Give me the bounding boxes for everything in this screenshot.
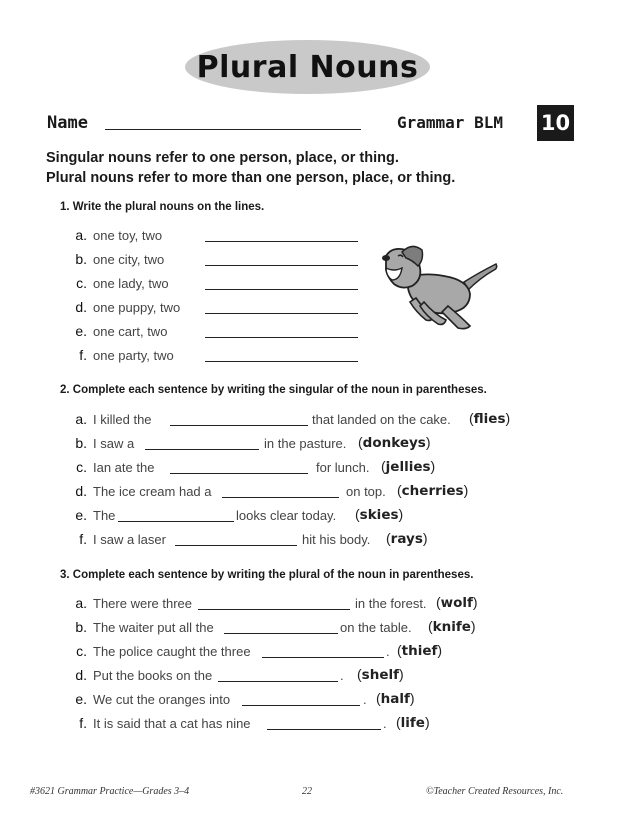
section2-heading: 2. Complete each sentence by writing the singular of the noun in parentheses. <box>60 384 487 396</box>
item-letter: f. <box>79 347 87 363</box>
page-title: Plural Nouns <box>196 49 419 85</box>
hint-word-text: skies <box>359 507 399 523</box>
sentence-start: I saw a laser <box>93 532 166 547</box>
answer-blank[interactable] <box>118 521 234 522</box>
item-letter: c. <box>76 643 87 659</box>
sentence-start: Put the books on the <box>93 668 213 683</box>
item-letter: c. <box>76 275 87 291</box>
footer-copyright: ©Teacher Created Resources, Inc. <box>426 786 564 797</box>
answer-blank[interactable] <box>205 313 358 314</box>
item-letter: c. <box>76 459 87 475</box>
sentence-start: I saw a <box>93 436 135 451</box>
answer-blank[interactable] <box>262 657 384 658</box>
sentence-end: in the pasture. <box>264 436 347 451</box>
answer-blank[interactable] <box>224 633 338 634</box>
sentence-end: . <box>386 644 390 659</box>
answer-blank[interactable] <box>205 337 358 338</box>
item-prompt: one lady, two <box>93 276 169 291</box>
hint-word: (cherries) <box>397 482 469 499</box>
sentence-start: Ian ate the <box>93 460 155 475</box>
item-letter: a. <box>75 227 87 243</box>
footer-page-number: 22 <box>302 786 312 797</box>
hint-word-text: thief <box>401 643 438 659</box>
hint-word: (skies) <box>355 506 404 523</box>
sentence-end: . <box>383 716 387 731</box>
hint-word: (life) <box>396 714 430 731</box>
item-letter: e. <box>75 507 87 523</box>
grammar-blm-label: Grammar BLM <box>397 113 503 132</box>
answer-blank[interactable] <box>198 609 350 610</box>
sentence-end: . <box>340 668 344 683</box>
answer-blank[interactable] <box>170 425 308 426</box>
dog-illustration <box>372 242 500 330</box>
sentence-end: on top. <box>346 484 386 499</box>
hint-word-text: flies <box>473 411 506 427</box>
sentence-end: in the forest. <box>355 596 427 611</box>
footer-book-title: #3621 Grammar Practice—Grades 3–4 <box>30 786 190 797</box>
hint-word: (donkeys) <box>358 434 431 451</box>
answer-blank[interactable] <box>175 545 297 546</box>
item-letter: f. <box>79 531 87 547</box>
name-row <box>47 111 607 141</box>
hint-word-text: wolf <box>440 595 473 611</box>
item-prompt: one city, two <box>93 252 165 267</box>
hint-word: (knife) <box>428 618 476 635</box>
item-letter: a. <box>75 595 87 611</box>
hint-word-text: cherries <box>401 483 464 499</box>
hint-word: (wolf) <box>436 594 478 611</box>
sentence-end: . <box>363 692 367 707</box>
blm-number-badge: 10 <box>537 105 574 141</box>
sentence-start: The <box>93 508 116 523</box>
sentence-start: The waiter put all the <box>93 620 214 635</box>
item-letter: a. <box>75 411 87 427</box>
sentence-start: The police caught the three <box>93 644 251 659</box>
hint-word-text: life <box>400 715 425 731</box>
hint-word-text: jellies <box>385 459 431 475</box>
hint-word: (jellies) <box>381 458 436 475</box>
sentence-start: There were three <box>93 596 192 611</box>
item-letter: e. <box>75 323 87 339</box>
item-letter: f. <box>79 715 87 731</box>
item-letter: b. <box>75 619 87 635</box>
hint-word-text: rays <box>390 531 423 547</box>
hint-word: (half) <box>376 690 415 707</box>
intro-line-plural: Plural nouns refer to more than one person, place, or thing. <box>46 170 456 186</box>
item-letter: d. <box>75 483 87 499</box>
hint-word-text: shelf <box>361 667 399 683</box>
hint-word-text: knife <box>432 619 471 635</box>
hint-word-text: half <box>380 691 410 707</box>
answer-blank[interactable] <box>267 729 381 730</box>
section1-heading: 1. Write the plural nouns on the lines. <box>60 201 265 213</box>
sentence-end: on the table. <box>340 620 412 635</box>
hint-word-text: donkeys <box>362 435 426 451</box>
hint-word: (shelf) <box>357 666 404 683</box>
answer-blank[interactable] <box>218 681 338 682</box>
sentence-start: The ice cream had a <box>93 484 212 499</box>
sentence-start: We cut the oranges into <box>93 692 231 707</box>
answer-blank[interactable] <box>205 289 358 290</box>
title-banner <box>185 40 430 94</box>
answer-blank[interactable] <box>205 361 358 362</box>
item-prompt: one toy, two <box>93 228 163 243</box>
item-prompt: one party, two <box>93 348 174 363</box>
hint-word: (rays) <box>386 530 428 547</box>
sentence-start: I killed the <box>93 412 152 427</box>
item-prompt: one cart, two <box>93 324 168 339</box>
answer-blank[interactable] <box>145 449 259 450</box>
name-label: Name <box>47 113 88 133</box>
answer-blank[interactable] <box>205 241 358 242</box>
intro-line-singular: Singular nouns refer to one person, place, or thing. <box>46 150 399 166</box>
sentence-end: that landed on the cake. <box>312 412 451 427</box>
sentence-end: hit his body. <box>302 532 371 547</box>
section3-heading: 3. Complete each sentence by writing the plural of the noun in parentheses. <box>60 569 474 581</box>
name-blank-line[interactable] <box>105 129 361 130</box>
sentence-end: for lunch. <box>316 460 370 475</box>
answer-blank[interactable] <box>170 473 308 474</box>
item-letter: b. <box>75 251 87 267</box>
answer-blank[interactable] <box>242 705 360 706</box>
sentence-end: looks clear today. <box>236 508 337 523</box>
hint-word: (thief) <box>397 642 443 659</box>
item-prompt: one puppy, two <box>93 300 181 315</box>
hint-word: (flies) <box>469 410 511 427</box>
item-letter: b. <box>75 435 87 451</box>
item-letter: d. <box>75 299 87 315</box>
item-letter: e. <box>75 691 87 707</box>
answer-blank[interactable] <box>205 265 358 266</box>
intro-text <box>46 148 455 188</box>
item-letter: d. <box>75 667 87 683</box>
sentence-start: It is said that a cat has nine <box>93 716 251 731</box>
answer-blank[interactable] <box>222 497 339 498</box>
